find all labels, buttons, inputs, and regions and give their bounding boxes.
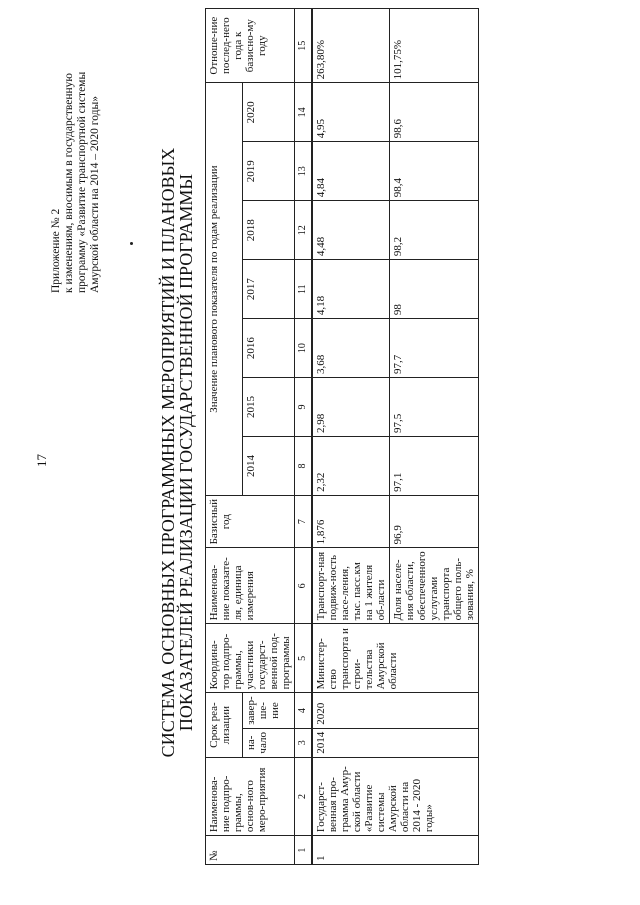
header-end: завер-ше-ние [242,693,294,728]
column-number-row [295,9,313,865]
appendix-line-2: к изменениям, вносимым в государственную [63,73,75,293]
indicator-value: 97,1 [390,436,479,495]
header-year: 2018 [242,201,294,260]
col-number: 5 [295,624,313,693]
header-ratio: Отноше-ние послед-него года к базисно-му году [206,9,295,83]
indicator-value: 4,95 [312,83,390,142]
header-row-2 [242,9,294,865]
col-number: 15 [295,9,313,83]
indicator-value: 3,68 [312,319,390,378]
col-number: 6 [295,548,313,624]
indicator-value: 4,18 [312,260,390,319]
appendix-line-3: программу «Развитие транспортной системы [76,71,88,293]
header-year: 2014 [242,436,294,495]
header-name: Наименова-ние подпро-граммы, основ-ного меро-приятия [206,757,295,835]
indicator-value: 97,7 [390,319,479,378]
row-coord: Министер-ство транспорта и строи-тельства Амурской области [312,624,479,693]
row-name: Государст-венная про-грамма Амур-ской области «Развитие системы Амурской области на 2014 - 2020 годы» [312,757,479,835]
title-line-2: ПОКАЗАТЕЛЕЙ РЕАЛИЗАЦИИ ГОСУДАРСТВЕННОЙ ПРОГРАММЫ [176,173,196,732]
program-table [205,8,479,865]
appendix-line-4: Амурской области на 2014 – 2020 годы» [89,96,101,293]
header-year: 2015 [242,378,294,437]
indicator-value: 2,98 [312,378,390,437]
col-number: 3 [295,728,313,757]
title-line-1: СИСТЕМА ОСНОВНЫХ ПРОГРАММНЫХ МЕРОПРИЯТИЙ И ПЛАНОВЫХ [158,147,178,758]
indicator-value: 4,48 [312,201,390,260]
col-number: 4 [295,693,313,728]
header-year: 2017 [242,260,294,319]
col-number: 1 [295,836,313,865]
indicator-ratio: 101,75% [390,9,479,83]
table-row [312,9,390,865]
col-number: 2 [295,757,313,835]
col-number: 12 [295,201,313,260]
row-end: 2020 [312,693,479,728]
header-plan: Значение планового показателя по годам реализации [206,83,243,496]
header-term: Срок реа-лизации [206,693,243,757]
indicator-value: 98,2 [390,201,479,260]
header-year: 2016 [242,319,294,378]
indicator-value: 97,5 [390,378,479,437]
header-no: № [206,836,295,865]
row-start: 2014 [312,728,479,757]
appendix-line-1: Приложение № 2 [50,208,62,293]
indicator-value: 98,6 [390,83,479,142]
indicator-value: 98 [390,260,479,319]
page-number: 17 [34,454,49,467]
col-number: 11 [295,260,313,319]
col-number: 8 [295,436,313,495]
col-number: 10 [295,319,313,378]
header-row-1 [206,9,243,865]
indicator-base: 96,9 [390,495,479,547]
header-indicator: Наименова-ние показате-ля, единица измерения [206,548,295,624]
indicator-value: 2,32 [312,436,390,495]
indicator-name: Транспорт-ная подвиж-ность насе-ления, тыс. пасс.км на 1 жителя об-ласти [312,548,390,624]
indicator-value: 4,84 [312,142,390,201]
col-number: 9 [295,378,313,437]
header-base: Базисный год [206,495,295,547]
header-year: 2019 [242,142,294,201]
scan-dot [130,242,133,245]
appendix-note [50,3,102,293]
indicator-ratio: 263,80% [312,9,390,83]
col-number: 13 [295,142,313,201]
header-start: на-чало [242,728,294,757]
indicator-name: Доля населе-ния области, обеспеченного услугами транспорта общего поль-зования, % [390,548,479,624]
header-year: 2020 [242,83,294,142]
indicator-base: 1,876 [312,495,390,547]
header-coord: Координа-тор подпро-граммы, участники государст-венной под-программы [206,624,295,693]
indicator-value: 98,4 [390,142,479,201]
row-no: 1 [312,836,479,865]
col-number: 14 [295,83,313,142]
col-number: 7 [295,495,313,547]
